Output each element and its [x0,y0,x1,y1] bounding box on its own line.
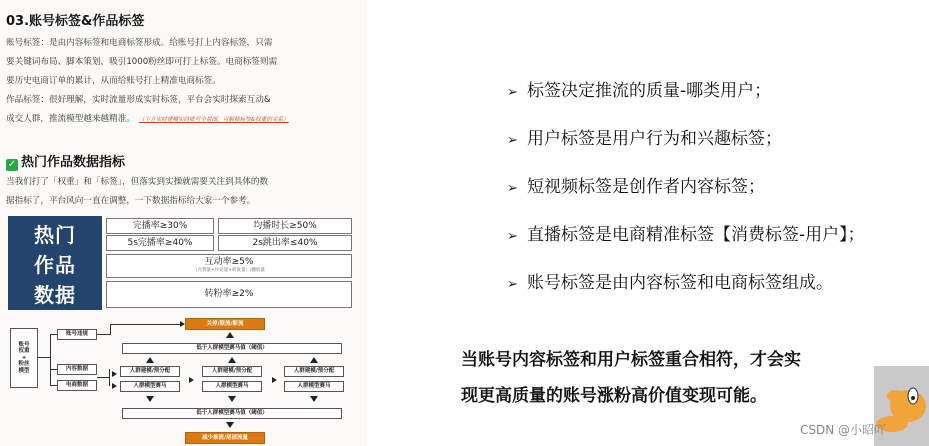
arrow-down-icon [226,422,234,428]
flow-crowd-build-3: 人群建模/预分配 [284,366,344,377]
hot-works-label: 热门 作品 数据 [8,216,102,310]
arrow-right-icon [272,377,277,383]
flow-content-data: 内容数据 [57,364,97,375]
para-line: 当我们打了「权重」和「标签」，但落实到实操就需要关注到具体的数 [6,177,269,187]
check-icon: ✓ [7,159,17,170]
bullet-arrow-icon: ➢ [507,229,518,244]
para-line: 账号标签：是由内容标签和电商标签形成。给账号打上内容标签，只需 [6,38,273,48]
metric-conversion: 转粉率≥2% [106,281,352,308]
flow-crowd-race-1: 人群模型赛马 [120,381,180,392]
csdn-watermark: CSDN @小昭吖 [800,423,887,437]
metric-avg-duration: 均播时长≥50% [218,218,352,234]
flow-account-violation: 账号违规 [57,329,97,340]
tag-description [6,34,358,130]
para-line: 成交人群，推流模型越来越精准。 （下方实时建模实时账号全景图，可解释标签&权重的关系） [6,114,289,124]
bullet-arrow-icon: ➢ [507,133,518,148]
bullet-item: ➢ 账号标签是由内容标签和电商标签组成。 [507,273,833,293]
flow-reduce-traffic: 减少推流/尾部流量 [185,432,265,444]
arrow-up-icon [310,357,318,363]
bullet-arrow-icon: ➢ [507,277,518,292]
para-line: 作品标签：很好理解，实时流量形成实时标签，平台会实时探索互动& [6,95,271,105]
arrow-right-icon [180,321,185,327]
flow-ecom-data: 电商数据 [57,380,97,391]
arrow-down-icon [310,396,318,402]
para-line: 要关键词布局、脚本策划，吸引1000粉丝即可打上标签。电商标签则需 [6,57,278,67]
arrow-right-icon [189,377,194,383]
arrow-up-icon [228,357,236,363]
bullet-item: ➢ 用户标签是用户行为和兴趣标签； [507,129,782,149]
flow-shutdown: 关停/限流/断流 [185,318,265,330]
section-title-tags: 03.账号标签&作品标签 [6,10,144,29]
metric-completion-5s: 5s完播率≥40% [106,235,214,251]
bullet-arrow-icon: ➢ [507,181,518,196]
flow-crowd-build-1: 人群建模/预分配 [120,366,180,377]
para-line: 要历史电商订单的累计，从而给账号打上精准电商标签。 [6,76,221,86]
metrics-description [6,173,358,211]
conclusion-line: 现更高质量的账号涨粉高价值变现可能。 [461,386,767,406]
para-line: 据指标了，平台风向一直在调整，一下数据指标给大家一个参考。 [6,196,256,206]
section-title-hot-metrics: ✓ 热门作品数据指标 [6,151,125,171]
left-slide-image [0,0,367,446]
metric-bounce-2s: 2s跳出率≤40% [218,235,352,251]
flow-below-threshold-top: 低于人群模型赛马值（阈值） [122,343,342,354]
flow-crowd-build-2: 人群建模/预分配 [202,366,262,377]
arrow-down-icon [146,396,154,402]
bullet-item: ➢ 直播标签是电商精准标签【消费标签-用户】； [507,225,865,245]
interaction-formula: （点赞量+评论量+转发量）/播放量 [192,268,266,273]
conclusion-line: 当账号内容标签和用户标签重合相符，才会实 [461,350,801,370]
bullet-item: ➢ 短视频标签是创作者内容标签； [507,177,765,197]
flow-account-model: 账号 权重 + 粉丝 模型 [10,328,38,388]
arrow-up-icon [226,332,234,338]
flow-crowd-race-2: 人群模型赛马 [202,381,262,392]
arrow-up-icon [146,357,154,363]
flow-below-threshold-bottom: 低于人群模型赛马值（阈值） [122,408,342,419]
bullet-item: ➢ 标签决定推流的质量-哪类用户； [507,81,772,101]
metric-completion: 完播率≥30% [106,218,214,234]
bullet-arrow-icon: ➢ [507,85,518,100]
hint-note: （下方实时建模实时账号全景图，可解释标签&权重的关系） [138,117,289,123]
flow-crowd-race-3: 人群模型赛马 [284,381,344,392]
arrow-down-icon [228,396,236,402]
arrow-right-icon [112,383,117,389]
arrow-right-icon [112,371,117,377]
metric-interaction: 互动率≥5% （点赞量+评论量+转发量）/播放量 [106,254,352,278]
